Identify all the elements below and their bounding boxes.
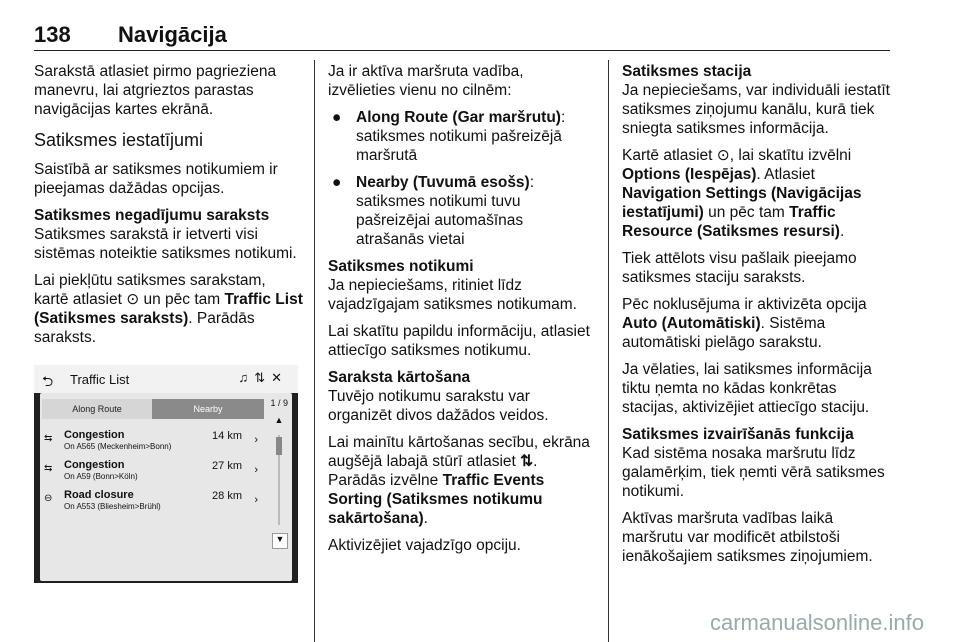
paragraph: Kad sistēma nosaka maršrutu līdz galamērķim, tiek ņemti vērā satiksmes notikumi. [622,445,885,500]
chevron-right-icon: › [254,494,258,506]
paragraph: Pēc noklusējuma ir aktivizēta opcija Auto (Automātiski). Sistēma automātiski pielāgo sarakstu. [622,296,867,351]
paragraph: Satiksmes sarakstā ir ietverti visi sistēmas noteiktie satiksmes notikumi. [34,226,297,262]
paragraph: Tuvējo notikumu sarakstu var organizēt divos dažādos veidos. [328,388,549,424]
page-indicator: 1 / 9 [270,398,288,408]
menu-ref: Traffic List (Satiksmes saraksts) [34,291,303,327]
paragraph: Kartē atlasiet ⊙, lai skatītu izvēlni Options (Iespējas). Atlasiet Navigation Settings (Navigācijas iestatījumi) un pēc tam Traffic Resource (Satiksmes resursi). [622,147,862,240]
subheading: Satiksmes notikumi [328,258,474,275]
list-item: ⊖ Road closure On A553 (Bliesheim>Brühl) 28 km › [44,489,258,511]
subheading: Satiksmes stacija [622,63,752,80]
column-2 [328,62,593,563]
paragraph: Lai skatītu papildu informāciju, atlasiet attiecīgo satiksmes notikumu. [328,323,590,359]
column-1 [34,62,304,355]
chevron-right-icon: › [254,434,258,446]
paragraph: Ja ir aktīva maršruta vadība, izvēlieties vienu no cilnēm: [328,63,524,99]
list-item: ⇆ Congestion On A565 (Meckenheim>Bonn) 14 km › [44,429,258,451]
map-center-icon: ⊙ [716,147,730,164]
paragraph: Ja vēlaties, lai satiksmes informācija tiktu ņemta no kādas konkrētas stacijas, aktivizējiet attiecīgo staciju. [622,361,872,416]
bullet-item: ● Nearby (Tuvumā esošs): satiksmes notikumi tuvu pašreizējai automašīnas atrašanās vietai [332,174,535,248]
list-item: ⇆ Congestion On A59 (Bonn>Köln) 27 km › [44,459,258,481]
back-arrow-icon: ⮌ [42,373,54,389]
paragraph: Lai piekļūtu satiksmes sarakstam, kartē atlasiet ⊙ un pēc tam Traffic List (Satiksmes saraksts). Parādās saraksts. [34,272,303,346]
paragraph: Saistībā ar satiksmes notikumiem ir pieejamas dažādas opcijas. [34,161,278,197]
close-icon: ✕ [271,370,288,385]
scroll-thumb [276,437,282,455]
congestion-icon: ⇆ [44,433,53,444]
sort-icon: ⇅ [520,453,534,470]
paragraph: Lai mainītu kārtošanas secību, ekrāna augšējā labajā stūrī atlasiet ⇅. Parādās izvēlne Traffic Events Sorting (Satiksmes notikumu sakārtošana). [328,434,590,527]
paragraph: Ja nepieciešams, ritiniet līdz vajadzīgajam satiksmes notikumam. [328,277,577,313]
scroll-down-icon: ▼ [272,533,288,549]
chevron-right-icon: › [254,464,258,476]
menu-ref: Traffic Events Sorting (Satiksmes notikumu sakārtošana) [328,472,545,527]
header-rule [34,50,890,51]
page-title: Navigācija [118,22,227,47]
subheading: Saraksta kārtošana [328,369,471,386]
column-3 [622,62,890,574]
intro-paragraph: Sarakstā atlasiet pirmo pagrieziena manevru, lai atgrieztos parastas navigācijas kartes ekrānā. [34,63,277,118]
section-heading: Satiksmes iestatījumi [34,130,204,150]
page-header [34,22,890,52]
watermark: carmanualsonline.info [709,610,924,635]
scroll-up-icon: ▲ [274,415,284,425]
screen-title: Traffic List [70,372,130,387]
congestion-icon: ⇆ [44,463,53,474]
title-bar [34,365,298,393]
tab-along-route: Along Route [42,399,152,419]
bullet-icon: ● [332,174,342,191]
column-divider [608,60,609,642]
bullet-icon: ● [332,109,342,126]
paragraph: Tiek attēlots visu pašlaik pieejamo satiksmes staciju saraksts. [622,250,857,286]
subheading: Satiksmes izvairīšanās funkcija [622,426,854,443]
audio-icon: ♫ [238,370,255,385]
tab-nearby: Nearby [152,399,264,419]
paragraph: Ja nepieciešams, var individuāli iestatīt satiksmes ziņojumu kanālu, kurā tiek sniegta satiksmes informācija. [622,82,890,137]
paragraph: Aktīvas maršruta vadības laikā maršrutu var modificēt atbilstoši ienākošajiem satiksmes ziņojumiem. [622,510,873,565]
page-number: 138 [34,22,71,47]
road-closure-icon: ⊖ [44,493,53,504]
traffic-list-screenshot [34,365,298,583]
map-center-icon: ⊙ [126,291,140,308]
tab-bar [42,399,274,419]
paragraph: Aktivizējiet vajadzīgo opciju. [328,537,521,554]
subheading: Satiksmes negadījumu saraksts [34,207,270,224]
bullet-item: ● Along Route (Gar maršrutu): satiksmes notikumi pašreizējā maršrutā [332,109,566,164]
scrollbar [272,415,286,549]
sort-icon: ⇅ [254,370,272,385]
column-divider [314,60,315,642]
